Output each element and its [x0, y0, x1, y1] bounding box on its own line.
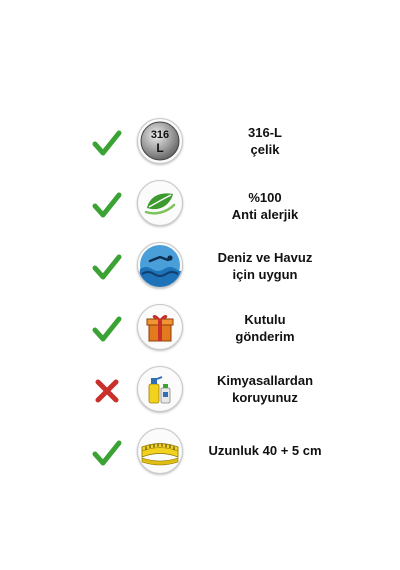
water-swim-icon [137, 242, 183, 288]
chemical-bottles-icon [137, 366, 183, 412]
measuring-tape-icon [137, 428, 183, 474]
check-icon [92, 314, 122, 344]
cross-icon [92, 376, 122, 406]
feature-label-line: koruyunuz [232, 390, 298, 405]
feature-label-line: Deniz ve Havuz [217, 250, 313, 265]
feature-label [190, 249, 340, 283]
steel-316l-icon [137, 118, 183, 164]
check-icon [92, 438, 122, 468]
check-icon [92, 128, 122, 158]
feature-row-anti-allergic [0, 180, 400, 230]
feature-label-line: çelik [250, 142, 280, 157]
feature-label-line: Kimyasallardan [216, 373, 314, 388]
feature-label [190, 311, 340, 345]
feature-row-length [0, 428, 400, 478]
feature-row-steel [0, 118, 400, 168]
feature-label [190, 189, 340, 223]
feature-label-line: için uygun [232, 267, 298, 282]
feature-label-line: Kutulu [244, 312, 286, 327]
feature-label-line: Anti alerjik [231, 207, 299, 222]
check-icon [92, 252, 122, 282]
feature-label-line: 316-L [248, 125, 282, 140]
leaf-icon [137, 180, 183, 226]
feature-label-line: Uzunluk 40 + 5 cm [208, 443, 322, 458]
gift-box-icon [137, 304, 183, 350]
feature-row-gift-box [0, 304, 400, 354]
feature-label [190, 442, 340, 459]
feature-label [190, 124, 340, 158]
feature-row-water [0, 242, 400, 292]
feature-label-line: %100 [248, 190, 282, 205]
check-icon [92, 190, 122, 220]
steel-badge-letter: L [156, 141, 164, 155]
steel-badge-number: 316 [150, 129, 170, 141]
feature-row-chemicals [0, 366, 400, 416]
feature-label-line: gönderim [235, 329, 295, 344]
feature-label [190, 372, 340, 406]
